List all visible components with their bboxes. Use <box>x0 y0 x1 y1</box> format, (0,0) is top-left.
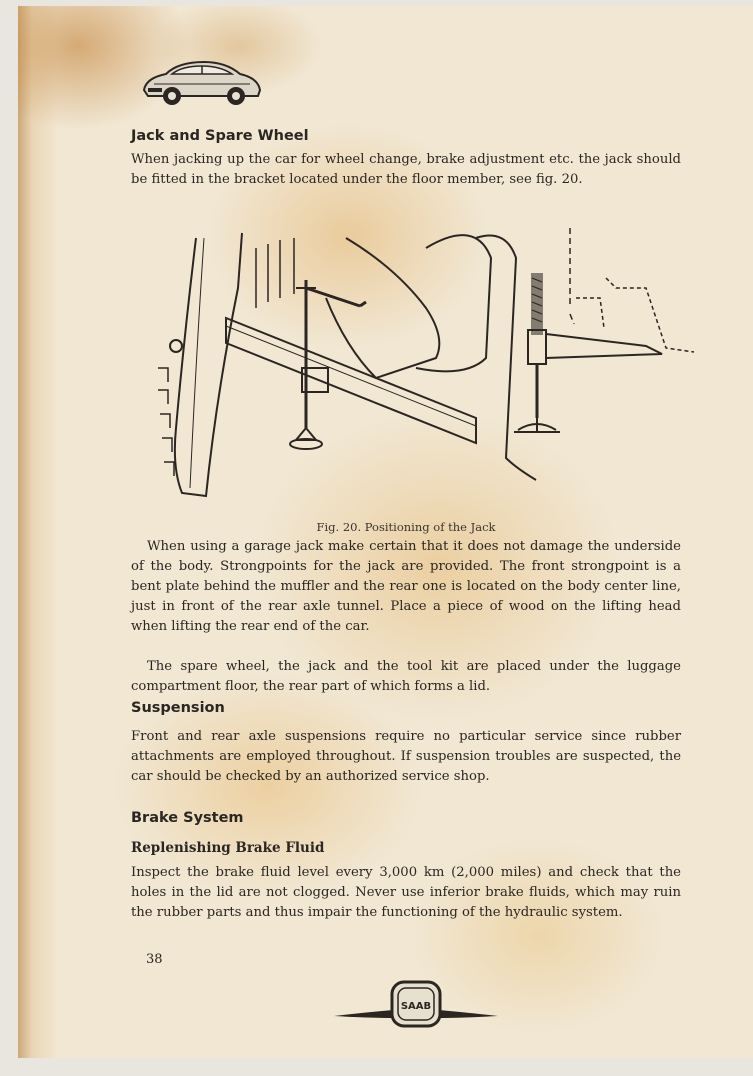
paragraph-garage-jack: When using a garage jack make certain that it does not damage the underside of the body. Strongpoints for the jack are provided. The front strongpoint is a bent plate behind the muffler and the rear one is located on the body center line, just in front of the rear axle tunnel. Place a piece of wood on the lifting head when lifting the rear end of the car. <box>131 539 681 634</box>
heading-jack-and-spare-wheel: Jack and Spare Wheel <box>131 128 309 144</box>
page-number: 38 <box>146 952 163 967</box>
emblem-text: SAAB <box>400 1001 432 1012</box>
paragraph-jack-intro: When jacking up the car for wheel change, brake adjustment etc. the jack should be fitted in the bracket located under the floor member, see fig. 20. <box>131 152 681 187</box>
heading-brake-system: Brake System <box>131 810 244 826</box>
figure-caption: Fig. 20. Positioning of the Jack <box>316 520 496 534</box>
paragraph-spare-wheel: The spare wheel, the jack and the tool kit are placed under the luggage compartment floor, the rear part of which forms a lid. <box>131 659 681 694</box>
car-illustration <box>138 54 266 110</box>
subheading-replenishing-brake-fluid: Replenishing Brake Fluid <box>131 840 325 856</box>
figure-jack-positioning <box>146 218 706 518</box>
paragraph-suspension: Front and rear axle suspensions require no particular service since rubber attachments are employed throughout. If suspension troubles are suspected, the car should be checked by an authorized service shop. <box>131 729 681 784</box>
heading-suspension: Suspension <box>131 700 225 716</box>
saab-emblem <box>330 976 502 1032</box>
manual-page <box>18 6 753 1058</box>
paragraph-brake-fluid: Inspect the brake fluid level every 3,000 km (2,000 miles) and check that the holes in the lid are not clogged. Never use inferior brake fluids, which may ruin the rubber parts and thus impair the functioning of the hydraulic system. <box>131 865 681 920</box>
